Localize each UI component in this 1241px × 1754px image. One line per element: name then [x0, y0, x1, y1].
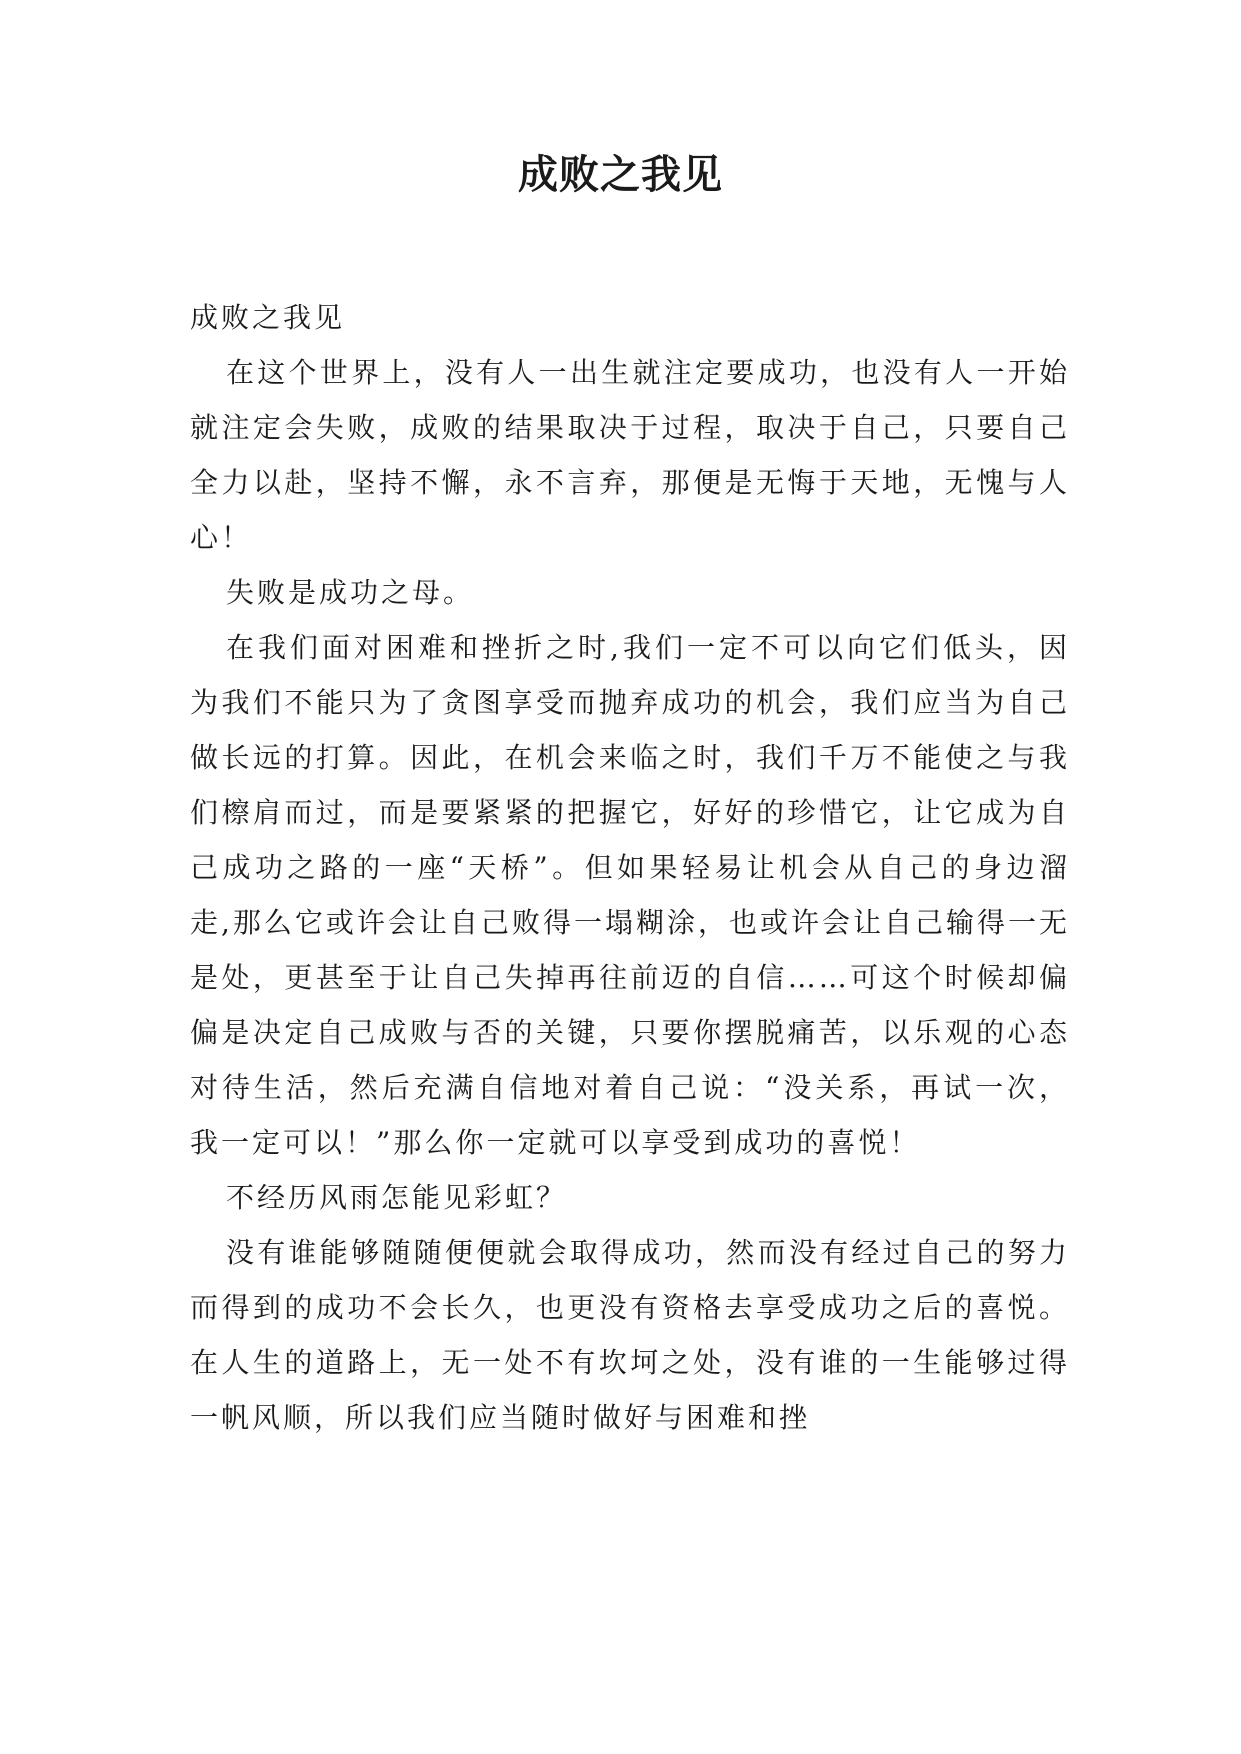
- document-body: [190, 290, 1070, 1445]
- paragraph: 不经历风雨怎能见彩虹？: [226, 1181, 568, 1214]
- paragraph-heading: 成败之我见: [190, 301, 346, 334]
- paragraph: 没有谁能够随随便便就会取得成功，然而没有经过自己的努力而得到的成功不会长久，也更没有资格去享受成功之后的喜悦。在人生的道路上，无一处不有坎坷之处，没有谁的一生能够过得一帆风顺，所以我们应当随时做好与困难和挫: [190, 1236, 1070, 1434]
- paragraph: 在这个世界上，没有人一出生就注定要成功，也没有人一开始就注定会失败，成败的结果取决于过程，取决于自己，只要自己全力以赴，坚持不懈，永不言弃，那便是无悔于天地，无愧与人心！: [190, 356, 1070, 554]
- paragraph: 在我们面对困难和挫折之时,我们一定不可以向它们低头，因为我们不能只为了贪图享受而抛弃成功的机会，我们应当为自己做长远的打算。因此，在机会来临之时，我们千万不能使之与我们檫肩而过，而是要紧紧的把握它，好好的珍惜它，让它成为自己成功之路的一座“天桥”。但如果轻易让机会从自己的身边溜走,那么它或许会让自己败得一塌糊涂，也或许会让自己输得一无是处，更甚至于让自己失掉再往前迈的自信……可这个时候却偏偏是决定自己成败与否的关键，只要你摆脱痛苦，以乐观的心态对待生活，然后充满自信地对着自己说：“没关系，再试一次，我一定可以！”那么你一定就可以享受到成功的喜悦！: [190, 631, 1070, 1159]
- paragraph: 失败是成功之母。: [226, 576, 475, 609]
- document-title: 成败之我见: [518, 151, 723, 198]
